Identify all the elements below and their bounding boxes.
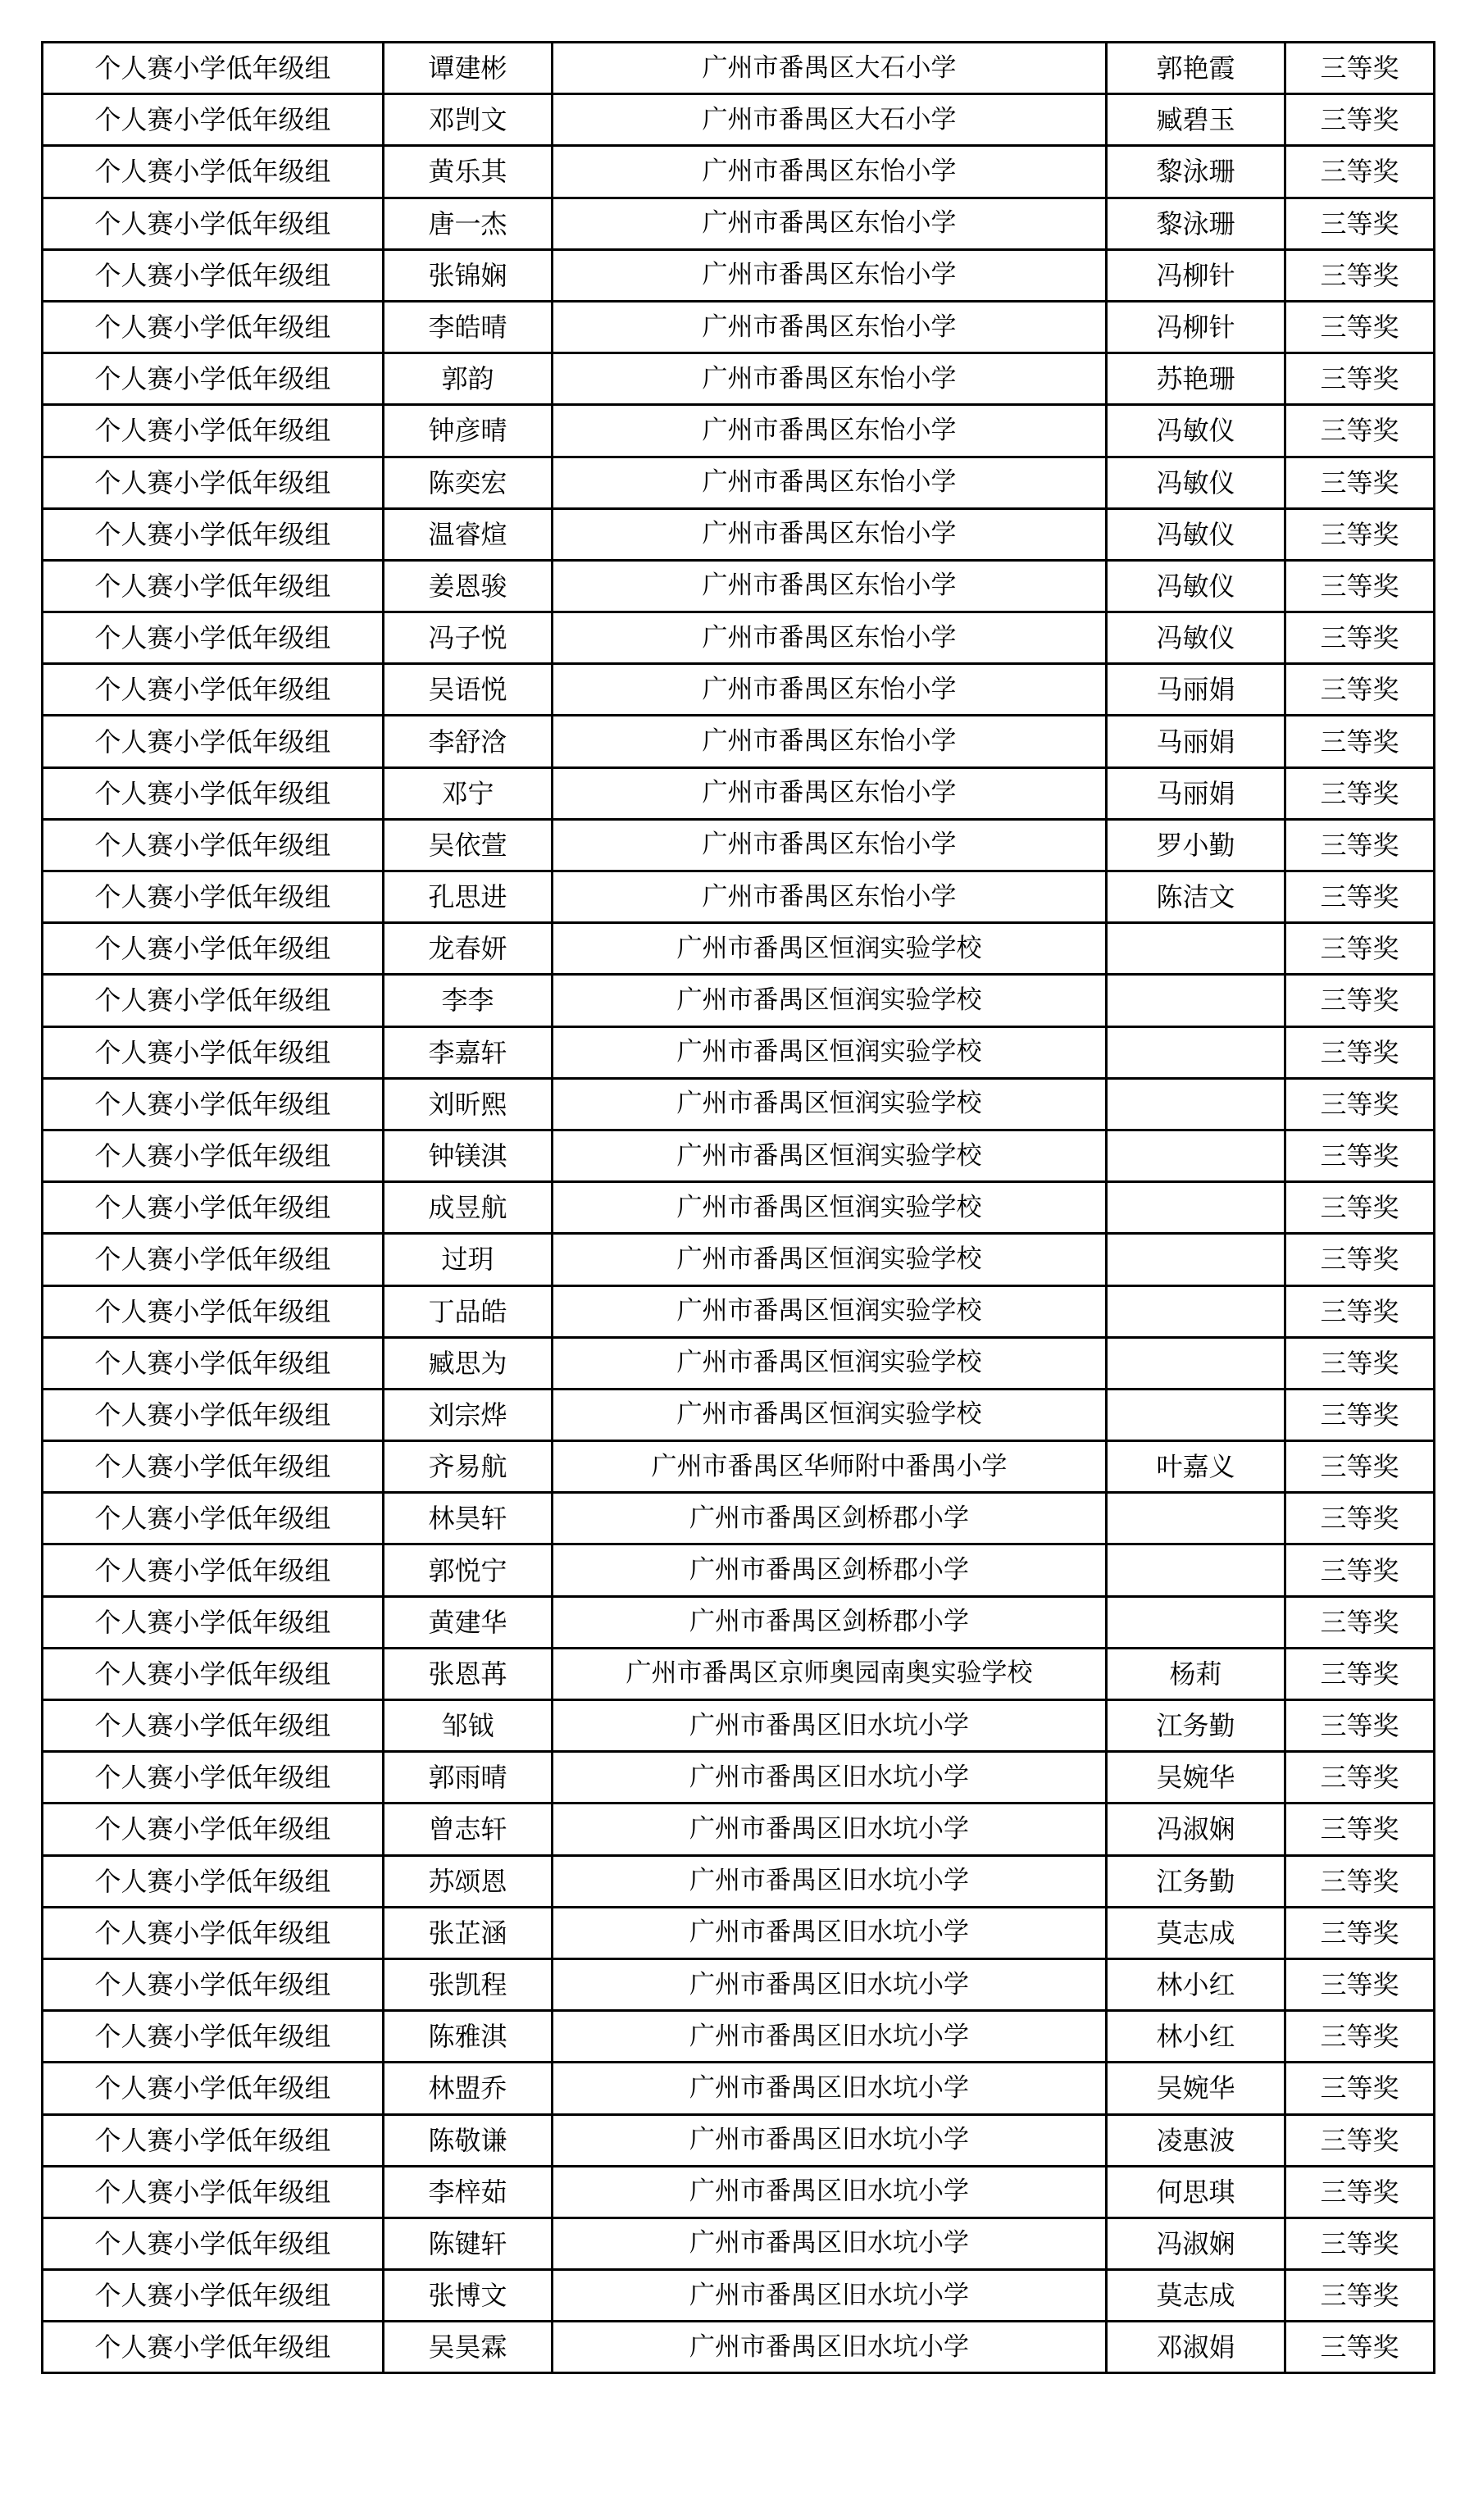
teacher-cell xyxy=(1107,923,1285,975)
school-cell: 广州市番禺区东怡小学 xyxy=(553,353,1107,405)
table-row xyxy=(43,2166,1435,2218)
school-cell: 广州市番禺区旧水坑小学 xyxy=(553,2270,1107,2322)
award-cell: 三等奖 xyxy=(1285,1596,1435,1648)
category-cell: 个人赛小学低年级组 xyxy=(43,1596,384,1648)
award-cell: 三等奖 xyxy=(1285,2322,1435,2373)
teacher-cell xyxy=(1107,1596,1285,1648)
teacher-cell: 黎泳珊 xyxy=(1107,146,1285,198)
name-cell: 成昱航 xyxy=(384,1182,553,1234)
school-cell: 广州市番禺区旧水坑小学 xyxy=(553,1700,1107,1752)
table-row xyxy=(43,1855,1435,1907)
category-cell: 个人赛小学低年级组 xyxy=(43,2218,384,2269)
category-cell: 个人赛小学低年级组 xyxy=(43,1130,384,1181)
teacher-cell xyxy=(1107,1078,1285,1130)
award-cell: 三等奖 xyxy=(1285,923,1435,975)
school-cell: 广州市番禺区恒润实验学校 xyxy=(553,1130,1107,1181)
award-cell: 三等奖 xyxy=(1285,1855,1435,1907)
table-row xyxy=(43,1596,1435,1648)
school-cell: 广州市番禺区旧水坑小学 xyxy=(553,1752,1107,1804)
school-cell: 广州市番禺区旧水坑小学 xyxy=(553,2114,1107,2166)
teacher-cell: 陈洁文 xyxy=(1107,871,1285,923)
teacher-cell: 吴婉华 xyxy=(1107,1752,1285,1804)
award-cell: 三等奖 xyxy=(1285,198,1435,249)
school-cell: 广州市番禺区剑桥郡小学 xyxy=(553,1544,1107,1596)
award-cell: 三等奖 xyxy=(1285,2270,1435,2322)
award-cell: 三等奖 xyxy=(1285,1700,1435,1752)
table-row xyxy=(43,2063,1435,2114)
school-cell: 广州市番禺区旧水坑小学 xyxy=(553,2011,1107,2063)
table-row xyxy=(43,1337,1435,1389)
category-cell: 个人赛小学低年级组 xyxy=(43,560,384,612)
teacher-cell: 冯敏仪 xyxy=(1107,405,1285,457)
table-row xyxy=(43,975,1435,1026)
category-cell: 个人赛小学低年级组 xyxy=(43,94,384,146)
teacher-cell: 马丽娟 xyxy=(1107,767,1285,819)
category-cell: 个人赛小学低年级组 xyxy=(43,43,384,94)
name-cell: 黄乐其 xyxy=(384,146,553,198)
award-cell: 三等奖 xyxy=(1285,94,1435,146)
school-cell: 广州市番禺区恒润实验学校 xyxy=(553,1182,1107,1234)
school-cell: 广州市番禺区剑桥郡小学 xyxy=(553,1596,1107,1648)
name-cell: 黄建华 xyxy=(384,1596,553,1648)
name-cell: 苏颂恩 xyxy=(384,1855,553,1907)
award-cell: 三等奖 xyxy=(1285,871,1435,923)
teacher-cell xyxy=(1107,1182,1285,1234)
teacher-cell xyxy=(1107,1493,1285,1544)
name-cell: 邹钺 xyxy=(384,1700,553,1752)
table-row xyxy=(43,1648,1435,1699)
name-cell: 孔思进 xyxy=(384,871,553,923)
table-row xyxy=(43,1389,1435,1440)
table-row xyxy=(43,1907,1435,1958)
school-cell: 广州市番禺区东怡小学 xyxy=(553,146,1107,198)
table-row xyxy=(43,1752,1435,1804)
table-row xyxy=(43,198,1435,249)
table-row xyxy=(43,1441,1435,1493)
teacher-cell xyxy=(1107,1389,1285,1440)
teacher-cell xyxy=(1107,1544,1285,1596)
teacher-cell: 罗小勤 xyxy=(1107,819,1285,871)
award-cell: 三等奖 xyxy=(1285,301,1435,353)
name-cell: 过玥 xyxy=(384,1234,553,1285)
table-row xyxy=(43,249,1435,301)
name-cell: 曾志轩 xyxy=(384,1804,553,1855)
name-cell: 李嘉轩 xyxy=(384,1026,553,1078)
table-row xyxy=(43,1493,1435,1544)
award-cell: 三等奖 xyxy=(1285,1804,1435,1855)
name-cell: 李舒浛 xyxy=(384,716,553,767)
name-cell: 郭韵 xyxy=(384,353,553,405)
table-row xyxy=(43,94,1435,146)
table-row xyxy=(43,1544,1435,1596)
category-cell: 个人赛小学低年级组 xyxy=(43,2114,384,2166)
category-cell: 个人赛小学低年级组 xyxy=(43,716,384,767)
teacher-cell: 林小红 xyxy=(1107,2011,1285,2063)
category-cell: 个人赛小学低年级组 xyxy=(43,198,384,249)
award-cell: 三等奖 xyxy=(1285,1389,1435,1440)
school-cell: 广州市番禺区东怡小学 xyxy=(553,716,1107,767)
award-table xyxy=(41,41,1435,2374)
award-cell: 三等奖 xyxy=(1285,43,1435,94)
table-row xyxy=(43,1130,1435,1181)
table-row xyxy=(43,1078,1435,1130)
award-cell: 三等奖 xyxy=(1285,457,1435,508)
school-cell: 广州市番禺区京师奥园南奥实验学校 xyxy=(553,1648,1107,1699)
teacher-cell: 冯淑娴 xyxy=(1107,1804,1285,1855)
teacher-cell xyxy=(1107,975,1285,1026)
award-cell: 三等奖 xyxy=(1285,1907,1435,1958)
table-row xyxy=(43,1958,1435,2010)
school-cell: 广州市番禺区大石小学 xyxy=(553,43,1107,94)
category-cell: 个人赛小学低年级组 xyxy=(43,1078,384,1130)
category-cell: 个人赛小学低年级组 xyxy=(43,871,384,923)
school-cell: 广州市番禺区旧水坑小学 xyxy=(553,2063,1107,2114)
award-cell: 三等奖 xyxy=(1285,1958,1435,2010)
award-cell: 三等奖 xyxy=(1285,1078,1435,1130)
category-cell: 个人赛小学低年级组 xyxy=(43,1700,384,1752)
category-cell: 个人赛小学低年级组 xyxy=(43,819,384,871)
award-cell: 三等奖 xyxy=(1285,1648,1435,1699)
name-cell: 林盟乔 xyxy=(384,2063,553,2114)
award-cell: 三等奖 xyxy=(1285,1130,1435,1181)
name-cell: 陈敬谦 xyxy=(384,2114,553,2166)
school-cell: 广州市番禺区恒润实验学校 xyxy=(553,975,1107,1026)
name-cell: 吴昊霖 xyxy=(384,2322,553,2373)
category-cell: 个人赛小学低年级组 xyxy=(43,457,384,508)
school-cell: 广州市番禺区旧水坑小学 xyxy=(553,1804,1107,1855)
school-cell: 广州市番禺区东怡小学 xyxy=(553,560,1107,612)
award-cell: 三等奖 xyxy=(1285,1544,1435,1596)
name-cell: 张凯程 xyxy=(384,1958,553,2010)
category-cell: 个人赛小学低年级组 xyxy=(43,2270,384,2322)
teacher-cell xyxy=(1107,1234,1285,1285)
category-cell: 个人赛小学低年级组 xyxy=(43,1389,384,1440)
name-cell: 陈键轩 xyxy=(384,2218,553,2269)
name-cell: 郭悦宁 xyxy=(384,1544,553,1596)
name-cell: 张芷涵 xyxy=(384,1907,553,1958)
category-cell: 个人赛小学低年级组 xyxy=(43,1855,384,1907)
school-cell: 广州市番禺区恒润实验学校 xyxy=(553,1234,1107,1285)
teacher-cell: 叶嘉义 xyxy=(1107,1441,1285,1493)
name-cell: 张锦娴 xyxy=(384,249,553,301)
table-row xyxy=(43,301,1435,353)
name-cell: 丁品皓 xyxy=(384,1285,553,1337)
table-row xyxy=(43,1700,1435,1752)
category-cell: 个人赛小学低年级组 xyxy=(43,1441,384,1493)
category-cell: 个人赛小学低年级组 xyxy=(43,1182,384,1234)
name-cell: 陈雅淇 xyxy=(384,2011,553,2063)
teacher-cell: 林小红 xyxy=(1107,1958,1285,2010)
name-cell: 冯子悦 xyxy=(384,612,553,664)
category-cell: 个人赛小学低年级组 xyxy=(43,1648,384,1699)
name-cell: 温睿煊 xyxy=(384,508,553,560)
teacher-cell: 杨莉 xyxy=(1107,1648,1285,1699)
award-cell: 三等奖 xyxy=(1285,2063,1435,2114)
teacher-cell: 凌惠波 xyxy=(1107,2114,1285,2166)
category-cell: 个人赛小学低年级组 xyxy=(43,1544,384,1596)
name-cell: 张博文 xyxy=(384,2270,553,2322)
teacher-cell: 马丽娟 xyxy=(1107,716,1285,767)
table-row xyxy=(43,2218,1435,2269)
table-row xyxy=(43,923,1435,975)
name-cell: 林昊轩 xyxy=(384,1493,553,1544)
teacher-cell xyxy=(1107,1337,1285,1389)
school-cell: 广州市番禺区东怡小学 xyxy=(553,871,1107,923)
name-cell: 张恩苒 xyxy=(384,1648,553,1699)
school-cell: 广州市番禺区旧水坑小学 xyxy=(553,1907,1107,1958)
table-row xyxy=(43,560,1435,612)
name-cell: 龙春妍 xyxy=(384,923,553,975)
category-cell: 个人赛小学低年级组 xyxy=(43,612,384,664)
category-cell: 个人赛小学低年级组 xyxy=(43,1337,384,1389)
name-cell: 钟彦晴 xyxy=(384,405,553,457)
school-cell: 广州市番禺区旧水坑小学 xyxy=(553,2322,1107,2373)
name-cell: 郭雨晴 xyxy=(384,1752,553,1804)
school-cell: 广州市番禺区恒润实验学校 xyxy=(553,1026,1107,1078)
teacher-cell: 黎泳珊 xyxy=(1107,198,1285,249)
category-cell: 个人赛小学低年级组 xyxy=(43,664,384,716)
teacher-cell xyxy=(1107,1130,1285,1181)
table-row xyxy=(43,1182,1435,1234)
teacher-cell: 莫志成 xyxy=(1107,2270,1285,2322)
school-cell: 广州市番禺区恒润实验学校 xyxy=(553,1078,1107,1130)
category-cell: 个人赛小学低年级组 xyxy=(43,1234,384,1285)
award-cell: 三等奖 xyxy=(1285,1026,1435,1078)
award-cell: 三等奖 xyxy=(1285,1441,1435,1493)
award-cell: 三等奖 xyxy=(1285,2114,1435,2166)
name-cell: 谭建彬 xyxy=(384,43,553,94)
category-cell: 个人赛小学低年级组 xyxy=(43,2322,384,2373)
school-cell: 广州市番禺区东怡小学 xyxy=(553,508,1107,560)
table-row xyxy=(43,1026,1435,1078)
name-cell: 陈奕宏 xyxy=(384,457,553,508)
table-row xyxy=(43,2011,1435,2063)
school-cell: 广州市番禺区东怡小学 xyxy=(553,457,1107,508)
category-cell: 个人赛小学低年级组 xyxy=(43,1026,384,1078)
category-cell: 个人赛小学低年级组 xyxy=(43,405,384,457)
award-cell: 三等奖 xyxy=(1285,1752,1435,1804)
school-cell: 广州市番禺区恒润实验学校 xyxy=(553,1389,1107,1440)
school-cell: 广州市番禺区恒润实验学校 xyxy=(553,923,1107,975)
table-row xyxy=(43,1804,1435,1855)
award-cell: 三等奖 xyxy=(1285,2011,1435,2063)
school-cell: 广州市番禺区旧水坑小学 xyxy=(553,1855,1107,1907)
table-row xyxy=(43,1234,1435,1285)
school-cell: 广州市番禺区剑桥郡小学 xyxy=(553,1493,1107,1544)
teacher-cell: 邓淑娟 xyxy=(1107,2322,1285,2373)
table-row xyxy=(43,664,1435,716)
school-cell: 广州市番禺区华师附中番禺小学 xyxy=(553,1441,1107,1493)
award-cell: 三等奖 xyxy=(1285,1182,1435,1234)
category-cell: 个人赛小学低年级组 xyxy=(43,767,384,819)
school-cell: 广州市番禺区东怡小学 xyxy=(553,249,1107,301)
teacher-cell: 冯淑娴 xyxy=(1107,2218,1285,2269)
teacher-cell: 江务勤 xyxy=(1107,1700,1285,1752)
name-cell: 刘宗烨 xyxy=(384,1389,553,1440)
table-row xyxy=(43,819,1435,871)
table-row xyxy=(43,716,1435,767)
category-cell: 个人赛小学低年级组 xyxy=(43,1907,384,1958)
award-cell: 三等奖 xyxy=(1285,560,1435,612)
teacher-cell: 郭艳霞 xyxy=(1107,43,1285,94)
award-cell: 三等奖 xyxy=(1285,664,1435,716)
award-table-body xyxy=(43,43,1435,2373)
table-row xyxy=(43,871,1435,923)
category-cell: 个人赛小学低年级组 xyxy=(43,1752,384,1804)
teacher-cell: 冯敏仪 xyxy=(1107,457,1285,508)
category-cell: 个人赛小学低年级组 xyxy=(43,2011,384,2063)
table-row xyxy=(43,2270,1435,2322)
award-cell: 三等奖 xyxy=(1285,975,1435,1026)
teacher-cell xyxy=(1107,1285,1285,1337)
teacher-cell: 苏艳珊 xyxy=(1107,353,1285,405)
category-cell: 个人赛小学低年级组 xyxy=(43,1958,384,2010)
teacher-cell: 莫志成 xyxy=(1107,1907,1285,1958)
table-row xyxy=(43,43,1435,94)
award-cell: 三等奖 xyxy=(1285,1337,1435,1389)
award-cell: 三等奖 xyxy=(1285,249,1435,301)
school-cell: 广州市番禺区恒润实验学校 xyxy=(553,1337,1107,1389)
teacher-cell: 江务勤 xyxy=(1107,1855,1285,1907)
name-cell: 邓宁 xyxy=(384,767,553,819)
school-cell: 广州市番禺区东怡小学 xyxy=(553,198,1107,249)
table-row xyxy=(43,612,1435,664)
category-cell: 个人赛小学低年级组 xyxy=(43,923,384,975)
table-row xyxy=(43,1285,1435,1337)
teacher-cell: 冯敏仪 xyxy=(1107,560,1285,612)
school-cell: 广州市番禺区东怡小学 xyxy=(553,301,1107,353)
teacher-cell: 臧碧玉 xyxy=(1107,94,1285,146)
category-cell: 个人赛小学低年级组 xyxy=(43,1804,384,1855)
table-row xyxy=(43,405,1435,457)
name-cell: 吴语悦 xyxy=(384,664,553,716)
name-cell: 李梓茹 xyxy=(384,2166,553,2218)
school-cell: 广州市番禺区旧水坑小学 xyxy=(553,2218,1107,2269)
category-cell: 个人赛小学低年级组 xyxy=(43,301,384,353)
name-cell: 钟镁淇 xyxy=(384,1130,553,1181)
award-cell: 三等奖 xyxy=(1285,767,1435,819)
name-cell: 刘昕熙 xyxy=(384,1078,553,1130)
category-cell: 个人赛小学低年级组 xyxy=(43,2166,384,2218)
teacher-cell: 马丽娟 xyxy=(1107,664,1285,716)
category-cell: 个人赛小学低年级组 xyxy=(43,1493,384,1544)
name-cell: 姜恩骏 xyxy=(384,560,553,612)
name-cell: 吴依萱 xyxy=(384,819,553,871)
school-cell: 广州市番禺区大石小学 xyxy=(553,94,1107,146)
school-cell: 广州市番禺区旧水坑小学 xyxy=(553,2166,1107,2218)
award-cell: 三等奖 xyxy=(1285,1234,1435,1285)
teacher-cell: 冯柳针 xyxy=(1107,301,1285,353)
category-cell: 个人赛小学低年级组 xyxy=(43,975,384,1026)
name-cell: 唐一杰 xyxy=(384,198,553,249)
award-cell: 三等奖 xyxy=(1285,508,1435,560)
award-cell: 三等奖 xyxy=(1285,405,1435,457)
category-cell: 个人赛小学低年级组 xyxy=(43,2063,384,2114)
award-cell: 三等奖 xyxy=(1285,2166,1435,2218)
school-cell: 广州市番禺区恒润实验学校 xyxy=(553,1285,1107,1337)
table-row xyxy=(43,2114,1435,2166)
award-cell: 三等奖 xyxy=(1285,819,1435,871)
name-cell: 臧思为 xyxy=(384,1337,553,1389)
award-cell: 三等奖 xyxy=(1285,1285,1435,1337)
school-cell: 广州市番禺区东怡小学 xyxy=(553,664,1107,716)
name-cell: 李皓晴 xyxy=(384,301,553,353)
teacher-cell: 冯敏仪 xyxy=(1107,612,1285,664)
teacher-cell: 冯柳针 xyxy=(1107,249,1285,301)
school-cell: 广州市番禺区东怡小学 xyxy=(553,612,1107,664)
teacher-cell xyxy=(1107,1026,1285,1078)
award-cell: 三等奖 xyxy=(1285,716,1435,767)
name-cell: 李李 xyxy=(384,975,553,1026)
teacher-cell: 吴婉华 xyxy=(1107,2063,1285,2114)
name-cell: 齐易航 xyxy=(384,1441,553,1493)
school-cell: 广州市番禺区东怡小学 xyxy=(553,819,1107,871)
teacher-cell: 何思琪 xyxy=(1107,2166,1285,2218)
table-row xyxy=(43,2322,1435,2373)
award-cell: 三等奖 xyxy=(1285,2218,1435,2269)
teacher-cell: 冯敏仪 xyxy=(1107,508,1285,560)
table-row xyxy=(43,767,1435,819)
award-cell: 三等奖 xyxy=(1285,146,1435,198)
category-cell: 个人赛小学低年级组 xyxy=(43,508,384,560)
school-cell: 广州市番禺区东怡小学 xyxy=(553,405,1107,457)
table-row xyxy=(43,353,1435,405)
category-cell: 个人赛小学低年级组 xyxy=(43,1285,384,1337)
award-cell: 三等奖 xyxy=(1285,353,1435,405)
table-row xyxy=(43,508,1435,560)
category-cell: 个人赛小学低年级组 xyxy=(43,146,384,198)
category-cell: 个人赛小学低年级组 xyxy=(43,249,384,301)
award-cell: 三等奖 xyxy=(1285,612,1435,664)
table-row xyxy=(43,457,1435,508)
award-cell: 三等奖 xyxy=(1285,1493,1435,1544)
category-cell: 个人赛小学低年级组 xyxy=(43,353,384,405)
table-row xyxy=(43,146,1435,198)
name-cell: 邓剀文 xyxy=(384,94,553,146)
school-cell: 广州市番禺区东怡小学 xyxy=(553,767,1107,819)
school-cell: 广州市番禺区旧水坑小学 xyxy=(553,1958,1107,2010)
